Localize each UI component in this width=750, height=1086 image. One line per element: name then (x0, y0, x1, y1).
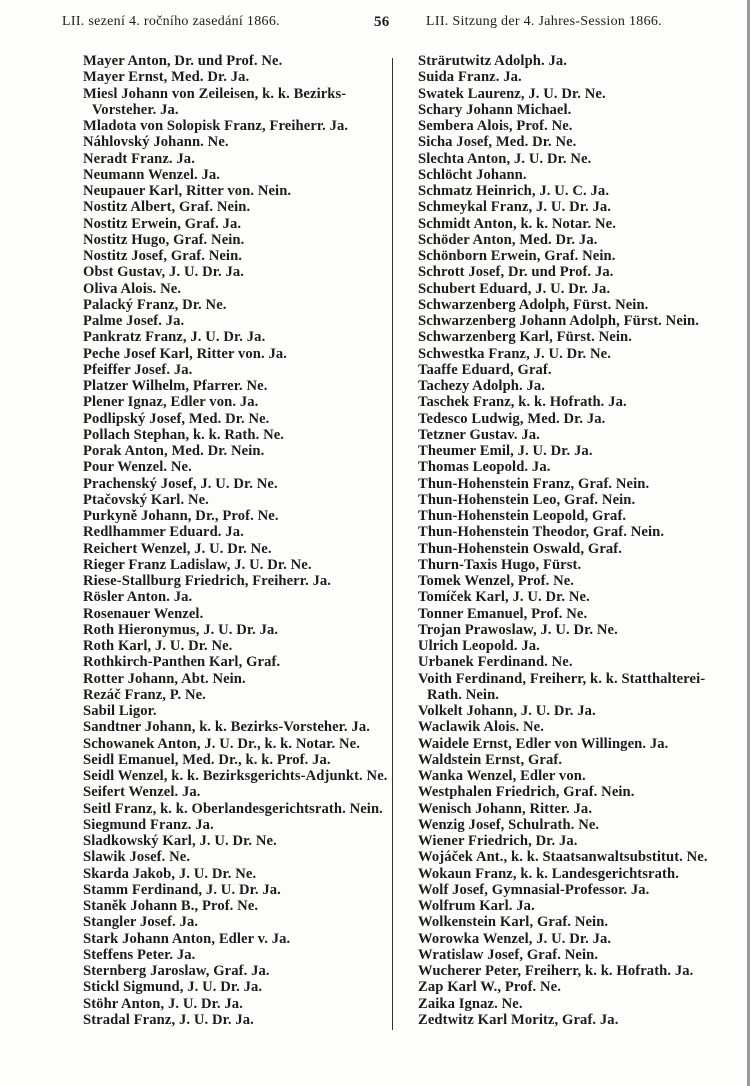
list-item: Waidele Ernst, Edler von Willingen. Ja. (418, 735, 669, 752)
list-item: Skarda Jakob, J. U. Dr. Ne. (83, 865, 257, 882)
list-item: Seitl Franz, k. k. Oberlandesgerichtsrath. Nein. (83, 800, 383, 817)
list-item: Zap Karl W., Prof. Ne. (418, 979, 562, 996)
list-item: Tachezy Adolph. Ja. (418, 378, 546, 394)
list-item: Ulrich Leopold. Ja. (418, 638, 540, 654)
list-item: Waldstein Ernst, Graf. (418, 751, 563, 768)
list-item: Schary Johann Michael. (418, 101, 572, 118)
list-item: Slechta Anton, J. U. Dr. Ne. (418, 150, 592, 167)
list-item: Sabil Ligor. (83, 703, 157, 719)
column-divider (392, 58, 393, 1030)
list-item: Nostitz Erwein, Graf. Ja. (83, 215, 242, 232)
list-item: Miesl Johann von Zeileisen, k. k. Bezirks- (83, 85, 347, 102)
list-item: Neupauer Karl, Ritter von. Nein. (83, 183, 292, 199)
list-item: Neumann Wenzel. Ja. (83, 166, 221, 183)
list-item: Rösler Anton. Ja. (83, 589, 193, 606)
list-item: Wokaun Franz, k. k. Landesgerichtsrath. (418, 865, 679, 882)
list-item: Pour Wenzel. Ne. (83, 459, 192, 476)
list-item: Stamm Ferdinand, J. U. Dr. Ja. (83, 881, 281, 898)
list-item: Wucherer Peter, Freiherr, k. k. Hofrath. Ja. (418, 963, 694, 979)
list-item: Taschek Franz, k. k. Hofrath. Ja. (418, 394, 627, 411)
list-item: Sternberg Jaroslaw, Graf. Ja. (83, 963, 270, 979)
list-item: Mayer Anton, Dr. und Prof. Ne. (83, 53, 283, 69)
list-item: Schöder Anton, Med. Dr. Ja. (418, 231, 598, 248)
list-item: Thun-Hohenstein Franz, Graf. Nein. (418, 475, 650, 492)
list-item: Mladota von Solopisk Franz, Freiherr. Ja. (83, 118, 349, 134)
list-item: Neradt Franz. Ja. (83, 150, 195, 167)
list-item: Pfeiffer Josef. Ja. (83, 361, 193, 378)
list-item: Worowka Wenzel, J. U. Dr. Ja. (418, 930, 612, 947)
list-item: Wolf Josef, Gymnasial-Professor. Ja. (418, 881, 650, 898)
list-item: Rotter Johann, Abt. Nein. (83, 670, 246, 687)
list-item: Rezáč Franz, P. Ne. (83, 686, 206, 703)
running-header-german: LII. Sitzung der 4. Jahres-Session 1866. (426, 14, 662, 29)
list-item: Schlöcht Johann. (418, 166, 527, 183)
list-item: Wolfrum Karl. Ja. (418, 898, 535, 914)
list-item: Porak Anton, Med. Dr. Nein. (83, 443, 265, 459)
list-item: Peche Josef Karl, Ritter von. Ja. (83, 345, 288, 362)
list-item: Steffens Peter. Ja. (83, 946, 196, 963)
list-item: Schwarzenberg Karl, Fürst. Nein. (418, 329, 632, 346)
list-item: Platzer Wilhelm, Pfarrer. Ne. (83, 378, 268, 394)
list-item: Rieger Franz Ladislaw, J. U. Dr. Ne. (83, 556, 312, 573)
list-item: Stangler Josef. Ja. (83, 914, 199, 931)
list-item: Theumer Emil, J. U. Dr. Ja. (418, 443, 593, 459)
list-item: Schmatz Heinrich, J. U. C. Ja. (418, 183, 610, 199)
list-item: Wratislaw Josef, Graf. Nein. (418, 946, 599, 963)
list-item: Tomek Wenzel, Prof. Ne. (418, 573, 575, 589)
list-item: Schrott Josef, Dr. und Prof. Ja. (418, 264, 614, 281)
page-number: 56 (374, 14, 390, 30)
list-item: Oliva Alois. Ne. (83, 280, 182, 297)
list-item: Tonner Emanuel, Prof. Ne. (418, 605, 588, 622)
list-item: Schwarzenberg Adolph, Fürst. Nein. (418, 296, 649, 313)
list-item-continuation: Rath. Nein. (427, 686, 500, 703)
list-item: Stöhr Anton, J. U. Dr. Ja. (83, 995, 243, 1012)
list-item: Podlipský Josef, Med. Dr. Ne. (83, 410, 270, 427)
list-item: Wenisch Johann, Ritter. Ja. (418, 800, 593, 817)
list-item: Strärutwitz Adolph. Ja. (418, 53, 568, 69)
list-item: Zaika Ignaz. Ne. (418, 995, 523, 1012)
list-item: Tedesco Ludwig, Med. Dr. Ja. (418, 410, 606, 427)
list-item: Nostitz Albert, Graf. Nein. (83, 199, 251, 216)
list-item: Sembera Alois, Prof. Ne. (418, 118, 573, 134)
list-item: Sandtner Johann, k. k. Bezirks-Vorsteher. Ja. (83, 719, 370, 736)
list-item: Wenzig Josef, Schulrath. Ne. (418, 816, 600, 833)
list-item: Thun-Hohenstein Leopold, Graf. (418, 508, 627, 524)
running-header-czech: LII. sezení 4. ročního zasedání 1866. (62, 14, 280, 29)
list-item: Wojáček Ant., k. k. Staatsanwaltsubstitut. Ne. (418, 849, 708, 866)
list-item: Roth Hieronymus, J. U. Dr. Ja. (83, 621, 279, 638)
list-item: Schmeykal Franz, J. U. Dr. Ja. (418, 199, 611, 216)
list-item: Thurn-Taxis Hugo, Fürst. (418, 556, 582, 573)
list-item: Thun-Hohenstein Leo, Graf. Nein. (418, 491, 636, 508)
list-item: Rosenauer Wenzel. (83, 605, 204, 622)
list-item: Wolkenstein Karl, Graf. Nein. (418, 914, 609, 931)
list-item: Wanka Wenzel, Edler von. (418, 768, 586, 784)
vote-list-right-column (418, 53, 723, 1028)
list-item: Trojan Prawoslaw, J. U. Dr. Ne. (418, 621, 618, 638)
list-item: Schmidt Anton, k. k. Notar. Ne. (418, 215, 616, 232)
list-item: Stradal Franz, J. U. Dr. Ja. (83, 1011, 254, 1028)
list-item: Schönborn Erwein, Graf. Nein. (418, 248, 616, 264)
list-item: Stark Johann Anton, Edler v. Ja. (83, 930, 291, 947)
list-item: Tetzner Gustav. Ja. (418, 426, 540, 443)
list-item: Purkyně Johann, Dr., Prof. Ne. (83, 508, 279, 524)
list-item: Plener Ignaz, Edler von. Ja. (83, 394, 259, 411)
list-item: Slawik Josef. Ne. (83, 849, 191, 866)
list-item: Sicha Josef, Med. Dr. Ne. (418, 134, 577, 151)
list-item: Palacký Franz, Dr. Ne. (83, 296, 227, 313)
list-item: Palme Josef. Ja. (83, 313, 185, 329)
list-item: Nostitz Josef, Graf. Nein. (83, 248, 243, 264)
list-item: Pollach Stephan, k. k. Rath. Ne. (83, 426, 285, 443)
list-item: Náhlovský Johann. Ne. (83, 134, 229, 151)
list-item: Schwestka Franz, J. U. Dr. Ne. (418, 345, 611, 362)
list-item: Suida Franz. Ja. (418, 69, 522, 86)
list-item: Rothkirch-Panthen Karl, Graf. (83, 654, 281, 671)
list-item: Westphalen Friedrich, Graf. Nein. (418, 784, 635, 801)
list-item: Seifert Wenzel. Ja. (83, 784, 201, 801)
list-item: Urbanek Ferdinand. Ne. (418, 654, 573, 671)
list-item: Zedtwitz Karl Moritz, Graf. Ja. (418, 1011, 619, 1028)
list-item: Roth Karl, J. U. Dr. Ne. (83, 638, 233, 654)
list-item: Volkelt Johann, J. U. Dr. Ja. (418, 703, 596, 719)
list-item: Ptačovský Karl. Ne. (83, 491, 209, 508)
vote-list-left-column (83, 53, 388, 1028)
list-item: Mayer Ernst, Med. Dr. Ja. (83, 69, 250, 86)
list-item: Staněk Johann B., Prof. Ne. (83, 898, 259, 914)
list-item: Reichert Wenzel, J. U. Dr. Ne. (83, 540, 272, 557)
list-item: Swatek Laurenz, J. U. Dr. Ne. (418, 85, 606, 102)
list-item: Schwarzenberg Johann Adolph, Fürst. Nein. (418, 313, 700, 329)
list-item: Nostitz Hugo, Graf. Nein. (83, 231, 245, 248)
list-item: Obst Gustav, J. U. Dr. Ja. (83, 264, 244, 281)
list-item: Thun-Hohenstein Oswald, Graf. (418, 540, 623, 557)
list-item: Seidl Emanuel, Med. Dr., k. k. Prof. Ja. (83, 751, 331, 768)
list-item: Thomas Leopold. Ja. (418, 459, 551, 476)
list-item: Riese-Stallburg Friedrich, Freiherr. Ja. (83, 573, 331, 589)
list-item: Taaffe Eduard, Graf. (418, 361, 552, 378)
list-item: Prachenský Josef, J. U. Dr. Ne. (83, 475, 278, 492)
list-item: Schubert Eduard, J. U. Dr. Ja. (418, 280, 611, 297)
list-item: Wiener Friedrich, Dr. Ja. (418, 833, 578, 849)
list-item: Siegmund Franz. Ja. (83, 816, 214, 833)
list-item: Schowanek Anton, J. U. Dr., k. k. Notar. Ne. (83, 735, 360, 752)
list-item: Seidl Wenzel, k. k. Bezirksgerichts-Adjunkt. Ne. (83, 768, 388, 784)
list-item: Thun-Hohenstein Theodor, Graf. Nein. (418, 524, 665, 541)
list-item-continuation: Vorsteher. Ja. (92, 101, 179, 118)
list-item: Waclawik Alois. Ne. (418, 719, 544, 736)
list-item: Redlhammer Eduard. Ja. (83, 524, 244, 541)
list-item: Stickl Sigmund, J. U. Dr. Ja. (83, 979, 263, 996)
list-item: Tomíček Karl, J. U. Dr. Ne. (418, 589, 590, 606)
list-item: Voith Ferdinand, Freiherr, k. k. Statthalterei- (418, 670, 706, 687)
list-item: Pankratz Franz, J. U. Dr. Ja. (83, 329, 266, 346)
list-item: Sladkowský Karl, J. U. Dr. Ne. (83, 833, 277, 849)
